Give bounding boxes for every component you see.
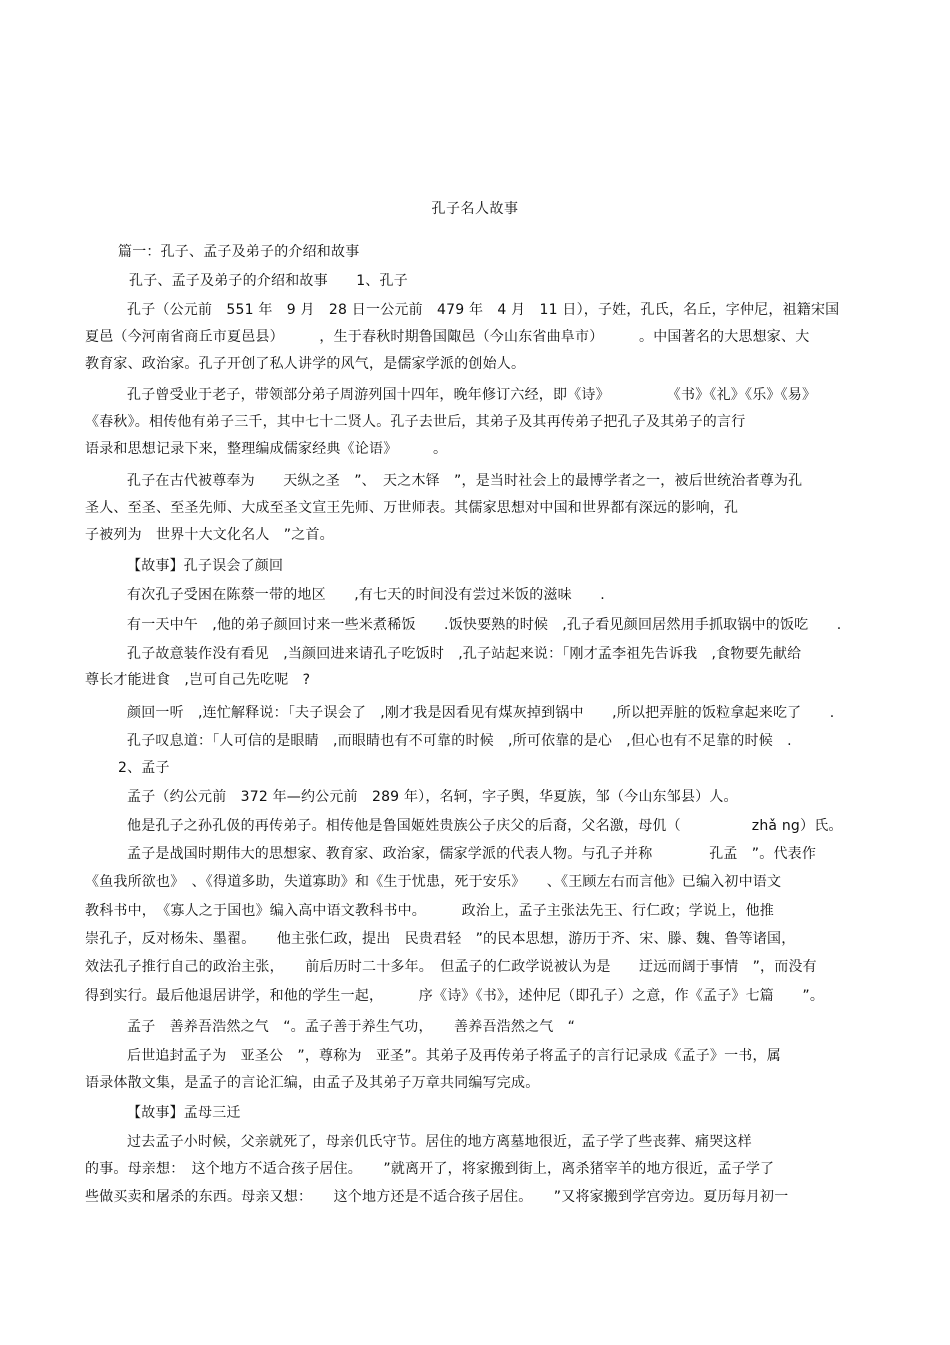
text-line: 孔子故意装作没有看见 ,当颜回进来请孔子吃饭时 ,孔子站起来说：「刚才孟李祖先告诉我 ,食物要先献给 xyxy=(127,646,802,662)
text-line: 得到实行。最后他退居讲学，和他的学生一起， 序《诗》《书》，述仲尼（即孔子）之意，作《孟子》七篇 ”。 xyxy=(85,988,825,1004)
text-line: 效法孔子推行自己的政治主张， 前后历时二十多年。 但孟子的仁政学说被认为是 迂远而阔于事情 ”，而没有 xyxy=(85,959,817,975)
text-line: 教育家、政治家。孔子开创了私人讲学的风气，是儒家学派的创始人。 xyxy=(85,356,526,372)
text-line: 尊长才能进食 ,岂可自己先吃呢 ? xyxy=(85,672,311,688)
text-line: 的事。母亲想： 这个地方不适合孩子居住。 ”就离开了，将家搬到街上，离杀猪宰羊的地方很近，孟子学了 xyxy=(85,1161,775,1177)
text-line: 孔子叹息道：「人可信的是眼睛 ,而眼睛也有不可靠的时候 ,所可依靠的是心 ,但心也有不足靠的时候 . xyxy=(127,733,792,749)
text-line: 夏邑（今河南省商丘市夏邑县） ，生于春秋时期鲁国陬邑（今山东省曲阜市） 。中国著名的大思想家、大 xyxy=(85,329,810,345)
text-line: 圣人、至圣、至圣先师、大成至圣文宣王先师、万世师表。其儒家思想对中国和世界都有深远的影响，孔 xyxy=(85,500,739,516)
text-line: 过去孟子小时候，父亲就死了，母亲仉氏守节。居住的地方离墓地很近，孟子学了些丧葬、痛哭这样 xyxy=(127,1134,752,1150)
text-line: 《鱼我所欲也》 、《得道多助，失道寡助》和《生于忧患，死于安乐》 、《王顾左右而言他》已编入初中语文 xyxy=(85,874,782,890)
text-line: 后世追封孟子为 亚圣公 ”，尊称为 亚圣”。其弟子及再传弟子将孟子的言行记录成《孟子》一书，属 xyxy=(127,1048,781,1064)
text-line: 《春秋》。相传他有弟子三千，其中七十二贤人。孔子去世后，其弟子及其再传弟子把孔子及其弟子的言行 xyxy=(85,414,746,430)
text-line: 崇孔子，反对杨朱、墨翟。 他主张仁政，提出 民贵君轻 ”的民本思想，游历于齐、宋、滕、魏、鲁等诸国， xyxy=(85,931,796,947)
text-line: 有一天中午 ,他的弟子颜回讨来一些米煮稀饭 .饭快要熟的时候 ,孔子看见颜回居然用手抓取锅中的饭吃 . xyxy=(127,617,842,633)
text-line: 有次孔子受困在陈蔡一带的地区 ,有七天的时间没有尝过米饭的滋味 . xyxy=(127,587,605,603)
text-line: 孟子（约公元前 372 年—约公元前 289 年），名轲，字子舆，华夏族，邹（今山东邹县）人。 xyxy=(127,789,738,805)
text-line: 【故事】孟母三迁 xyxy=(127,1105,241,1121)
text-line: 2、孟子 xyxy=(118,760,170,776)
text-line: 他是孔子之孙孔伋的再传弟子。相传他是鲁国姬姓贵族公子庆父的后裔，父名激，母仉（ zhǎ ng）氏。 xyxy=(127,818,843,834)
text-line: 孔子曾受业于老子，带领部分弟子周游列国十四年，晚年修订六经，即《诗》 《书》《礼》《乐》《易》 xyxy=(127,387,817,403)
text-line: 语录和思想记录下来，整理编成儒家经典《论语》 。 xyxy=(85,441,448,457)
text-line: 孔子在古代被尊奉为 天纵之圣 ”、 天之木铎 ”，是当时社会上的最博学者之一，被后世统治者尊为孔 xyxy=(127,473,803,489)
document-title: 孔子名人故事 xyxy=(431,201,519,217)
text-line: 孔子、孟子及弟子的介绍和故事 1、孔子 xyxy=(129,273,408,289)
text-line: 孔子（公元前 551 年 9 月 28 日一公元前 479 年 4 月 11 日），子姓，孔氏，名丘，字仲尼，祖籍宋国 xyxy=(127,302,840,318)
text-line: 些做买卖和屠杀的东西。母亲又想： 这个地方还是不适合孩子居住。 ”又将家搬到学宫旁边。夏历每月初一 xyxy=(85,1189,789,1205)
text-line: 孟子 善养吾浩然之气 “。孟子善于养生气功， 善养吾浩然之气 “ xyxy=(127,1019,576,1035)
text-line: 颜回一听 ,连忙解释说：「夫子误会了 ,刚才我是因看见有煤灰掉到锅中 ,所以把弄脏的饭粒拿起来吃了 . xyxy=(127,705,835,721)
text-line: 语录体散文集，是孟子的言论汇编，由孟子及其弟子万章共同编写完成。 xyxy=(85,1075,540,1091)
text-line: 篇一：孔子、孟子及弟子的介绍和故事 xyxy=(118,244,360,260)
text-line: 子被列为 世界十大文化名人 ”之首。 xyxy=(85,527,334,543)
text-line: 教科书中， 《寡人之于国也》编入高中语文教科书中。 政治上，孟子主张法先王、行仁政；学说上，他推 xyxy=(85,903,774,919)
text-line: 【故事】孔子误会了颜回 xyxy=(127,558,284,574)
text-line: 孟子是战国时期伟大的思想家、教育家、政治家，儒家学派的代表人物。与孔子并称 孔孟 ”。代表作 xyxy=(127,846,817,862)
